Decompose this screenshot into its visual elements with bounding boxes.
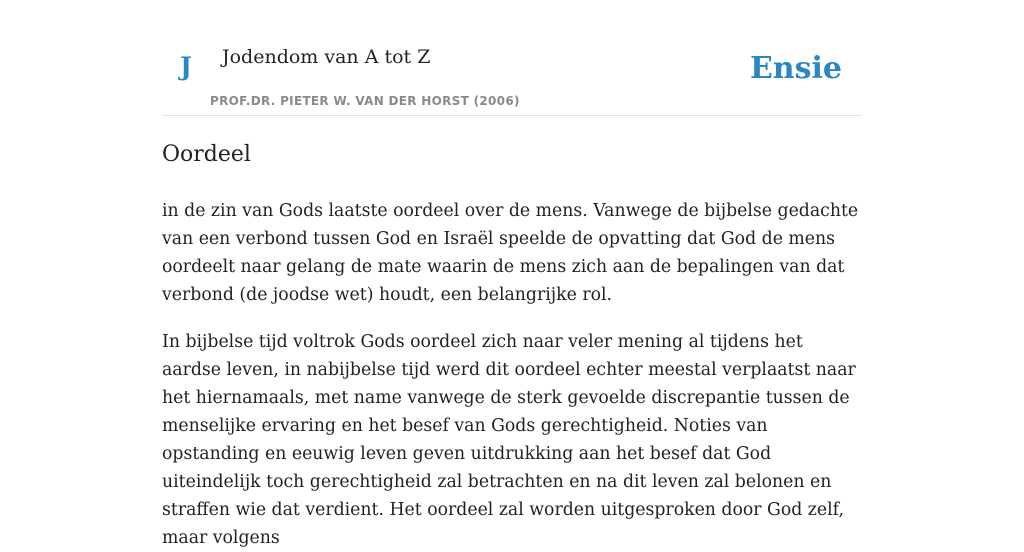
book-header <box>162 0 862 116</box>
article-paragraph-2: In bijbelse tijd voltrok Gods oordeel zich naar veler mening al tijdens het aardse leven, in nabijbelse tijd werd dit oordeel echter meestal verplaatst naar het hiernamaals, met name vanwege de sterk gevoelde discrepantie tussen de menselijke ervaring en het besef van Gods gerechtigheid. Noties van opstanding en eeuwig leven geven uitdrukking aan het besef dat God uiteindelijk toch gerechtigheid zal betrachten en na dit leven zal belonen en straffen wie dat verdient. Het oordeel zal worden uitgesproken door God zelf, maar volgens <box>162 332 856 548</box>
site-logo[interactable]: Ensie <box>749 51 842 86</box>
book-author: PROF.DR. PIETER W. VAN DER HORST (2006) <box>210 94 520 108</box>
article <box>162 138 862 552</box>
book-initial-logo[interactable]: J <box>180 52 192 81</box>
article-paragraph-1: in de zin van Gods laatste oordeel over de mens. Vanwege de bijbelse gedachte van een verbond tussen God en Israël speelde de opvatting dat God de mens oordeelt naar gelang de mate waarin de mens zich aan de bepalingen van dat verbond (de joodse wet) houdt, een belangrijke rol. <box>162 201 859 305</box>
book-title-link[interactable]: Jodendom van A tot Z <box>222 46 431 68</box>
article-title: Oordeel <box>162 142 251 167</box>
